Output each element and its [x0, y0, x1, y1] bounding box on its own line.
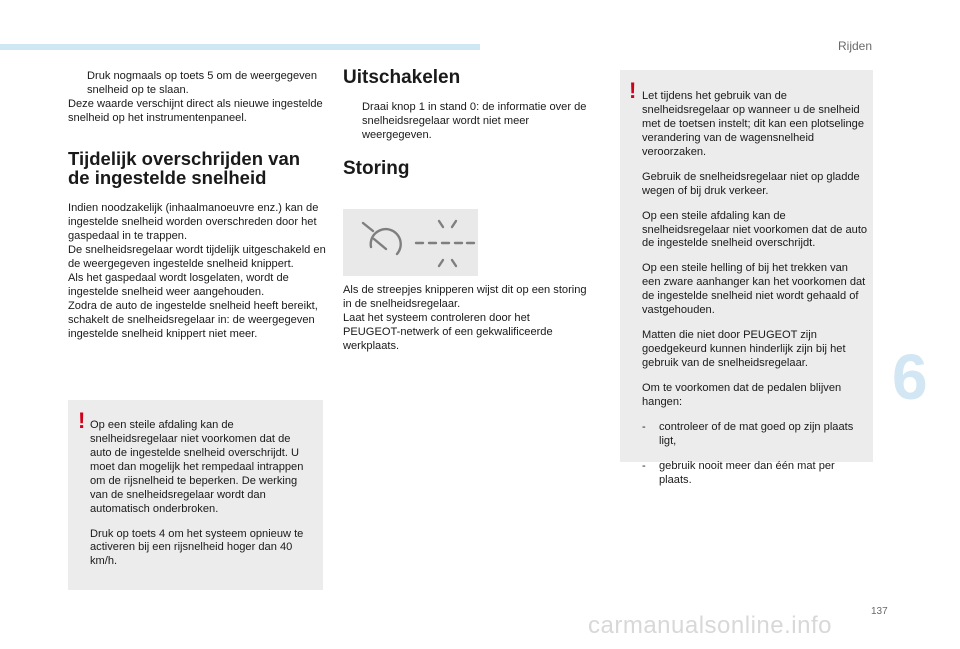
- warning-paragraph: Matten die niet door PEUGEOT zijn goedgekeurd kunnen hinderlijk zijn bij het gebruik van de snelheidsregelaar.: [642, 329, 846, 369]
- warning-paragraph: Op een steile afdaling kan de snelheidsregelaar niet voorkomen dat de auto de ingestelde snelheid overschrijdt.: [642, 209, 868, 250]
- chapter-number: 6: [892, 341, 928, 413]
- left-column: [68, 69, 326, 341]
- warning-box-left: [68, 400, 323, 590]
- warning-paragraph: Om te voorkomen dat de pedalen blijven hangen:: [642, 381, 842, 408]
- warning-box-right: [620, 70, 873, 486]
- watermark: carmanualsonline.info: [588, 612, 832, 639]
- warning-text: [642, 79, 868, 499]
- paragraph: Indien noodzakelijk (inhaalmanoeuvre enz.) kan de ingestelde snelheid worden overschreden door het gaspedaal in te trappen.: [68, 202, 319, 242]
- heading-storing: Storing: [343, 158, 410, 179]
- middle-column: [343, 67, 593, 180]
- paragraph: Zodra de auto de ingestelde snelheid heeft bereikt, schakelt de snelheidsregelaar in: de weergegeven ingestelde snelheid knippert niet meer.: [68, 300, 318, 340]
- heading-line-1: Tijdelijk overschrijden van: [68, 148, 301, 169]
- dash-text: gebruik nooit meer dan één mat per plaats.: [659, 459, 835, 486]
- speedometer-dashes-icon: [343, 209, 478, 276]
- section-heading: [68, 149, 326, 187]
- paragraph: Als het gaspedaal wordt losgelaten, wordt de ingestelde snelheid weer aangehouden.: [68, 272, 289, 298]
- bullet-text: Draai knop 1 in stand 0: de informatie over de snelheidsregelaar wordt niet meer weergegeven.: [362, 101, 587, 141]
- warning-paragraph: Druk op toets 4 om het systeem opnieuw te activeren bij een rijsnelheid hoger dan 40 km/h.: [90, 527, 304, 568]
- warning-paragraph: Let tijdens het gebruik van de snelheidsregelaar op wanneer u de snelheid met de toetsen instelt; dit kan een plotselinge verandering van de wagensnelheid veroorzaken.: [642, 90, 865, 158]
- paragraph: Als de streepjes knipperen wijst dit op een storing in de snelheidsregelaar.: [343, 284, 587, 310]
- fault-text: [343, 283, 588, 353]
- warning-text: [90, 408, 312, 569]
- dash-text: controleer of de mat goed op zijn plaats ligt,: [659, 420, 854, 447]
- warning-icon: !: [629, 78, 637, 103]
- paragraph: De snelheidsregelaar wordt tijdelijk uitgeschakeld en de weergegeven ingestelde snelheid knippert.: [68, 244, 326, 270]
- warning-paragraph: Op een steile afdaling kan de snelheidsregelaar niet voorkomen dat de auto de ingestelde snelheid overschrijdt. U moet dan mogelijk het rempedaal intrappen om de rijsnelheid te beperken. De werking van de snelheidsregelaar wordt dan automatisch onderbroken.: [90, 419, 304, 515]
- warning-paragraph: Gebruik de snelheidsregelaar niet op gladde wegen of bij druk verkeer.: [642, 170, 860, 197]
- dash-item: [642, 421, 868, 449]
- heading-uitschakelen: Uitschakelen: [343, 67, 461, 88]
- bullet-store-speed: [68, 69, 326, 97]
- bullet-text: Druk nogmaals op toets 5 om de weergegeven snelheid op te slaan.: [87, 70, 318, 96]
- dash-marker: -: [642, 420, 646, 433]
- page-number: 137: [871, 606, 888, 617]
- header-accent-bar: [0, 44, 480, 50]
- section-title: Rijden: [838, 39, 873, 53]
- warning-paragraph: Op een steile helling of bij het trekken van een zware aanhanger kan het voorkomen dat de ingestelde snelheid niet wordt gehaald of vastgehouden.: [642, 262, 866, 317]
- speedometer-fault-icon: [343, 209, 478, 276]
- bullet-switch-off: [343, 100, 593, 142]
- heading-line-2: de ingestelde snelheid: [68, 167, 267, 188]
- paragraph: Deze waarde verschijnt direct als nieuwe ingestelde snelheid op het instrumentenpaneel.: [68, 98, 323, 124]
- dash-marker: -: [642, 459, 646, 472]
- warning-icon: !: [78, 408, 86, 433]
- paragraph: Laat het systeem controleren door het PEUGEOT-netwerk of een gekwalificeerde werkplaats.: [343, 312, 553, 352]
- dash-item: [642, 460, 868, 488]
